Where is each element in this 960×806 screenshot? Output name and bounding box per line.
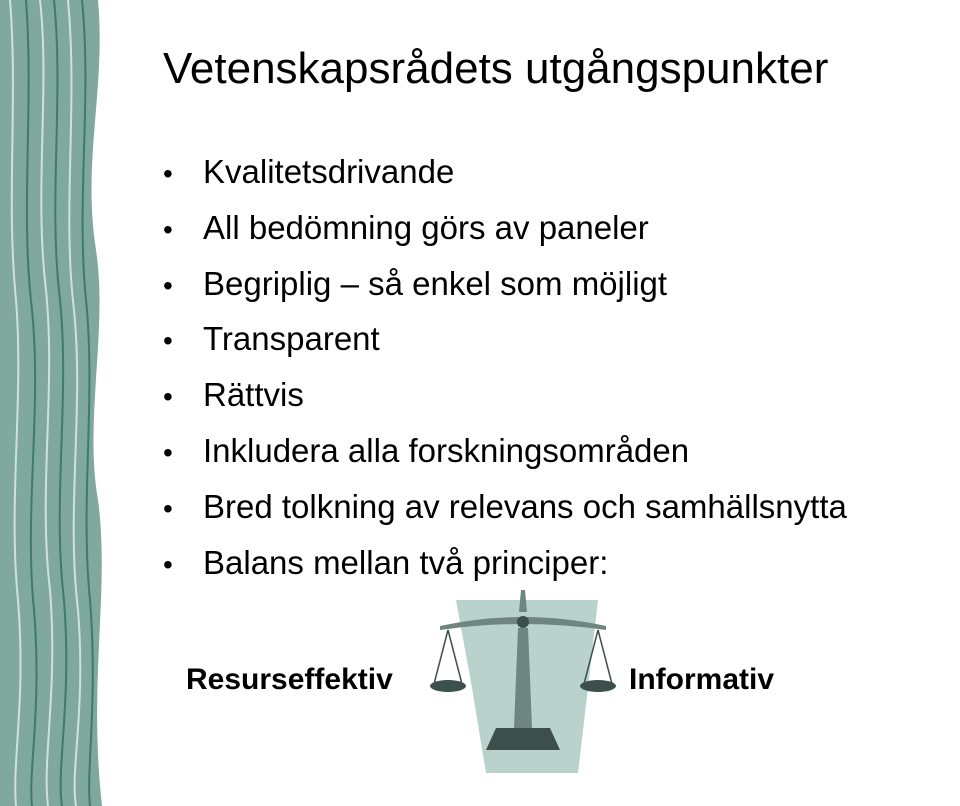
bullet-dot: • [163,492,173,524]
bullet-text: Balans mellan två principer: [203,543,609,581]
bullet-dot: • [163,436,173,468]
balance-left-label: Resurseffektiv [186,663,393,696]
bullet-item [163,537,847,593]
bullet-text: Transparent [203,320,380,358]
bullet-text: Bred tolkning av relevans och samhällsnytta [203,487,847,525]
bullet-text: All bedömning görs av paneler [203,208,649,246]
decorative-side-band [0,0,110,806]
scale-of-justice-icon [428,588,618,773]
bullet-text: Inkludera alla forskningsområden [203,431,690,469]
bullet-text: Rättvis [203,376,304,414]
scale-chain [434,630,448,684]
scale-finial [519,590,527,612]
bullet-item [163,146,847,202]
bullet-item [163,202,847,258]
scale-chain [598,630,612,684]
scale-base [486,728,560,750]
bullet-text: Kvalitetsdrivande [203,153,455,190]
bullet-dot: • [163,381,173,413]
scale-right-pan [580,680,616,692]
bullet-dot: • [163,158,173,189]
slide-title: Vetenskapsrådets utgångspunkter [163,44,829,93]
bullet-dot: • [163,269,173,301]
bullet-dot: • [163,325,173,357]
bullet-dot: • [163,213,173,245]
bullet-text: Begriplig – så enkel som möjligt [203,264,668,302]
bullet-dot: • [163,548,173,580]
balance-right-label: Informativ [629,663,775,696]
bullet-item [163,425,847,481]
bullet-item [163,481,847,537]
bullet-item [163,369,847,425]
scale-chain [448,630,462,684]
scale-pivot [517,616,529,628]
bullet-item [163,258,847,314]
scale-left-pan [430,680,466,692]
bullet-list [163,146,847,592]
bullet-item [163,313,847,369]
